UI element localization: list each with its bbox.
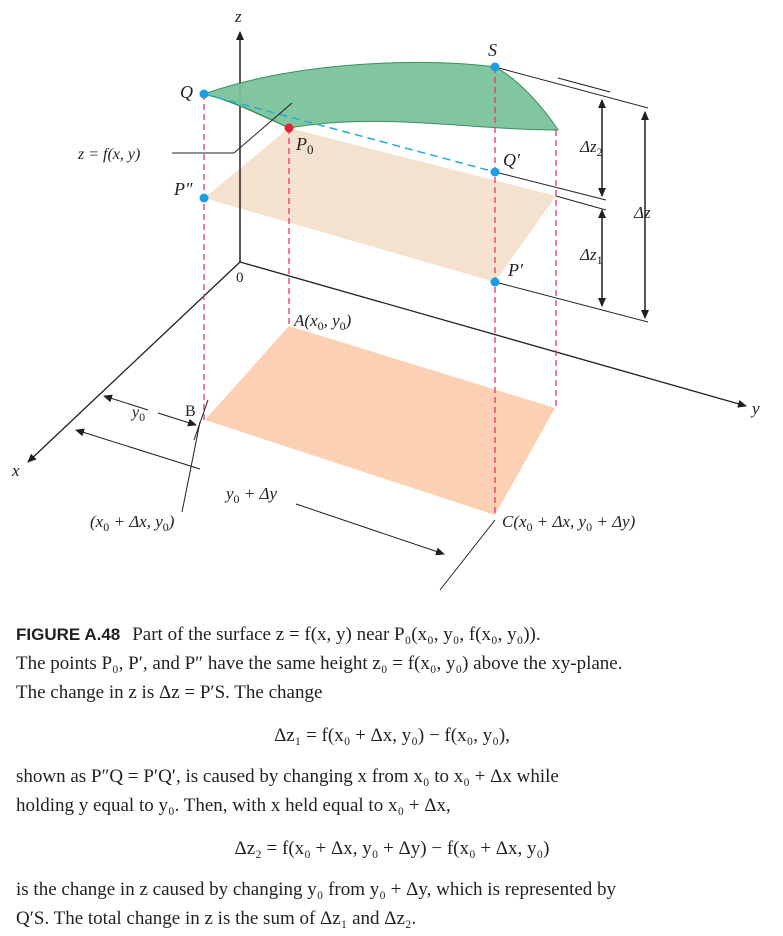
label-Pprime: P′ [508,260,523,280]
label-Q: Q [180,82,193,102]
ref-line-top [558,78,610,92]
label-Pdouble: P″ [174,179,193,199]
figure-label: FIGURE A.48 [16,625,121,644]
label-Qprime: Q′ [503,150,520,170]
label-y0: $y_0$ [132,404,146,424]
surface-patch [204,62,558,130]
label-A: $A(x_0$, $y_0$) [294,311,352,333]
y0-dimension [104,396,148,410]
y-axis-label: y [752,399,760,418]
leader-x0dx [182,422,200,512]
label-dz: Δz [634,203,651,222]
ref-line-P [495,282,648,322]
point-S [491,63,500,72]
caption-line-5: holding y equal to y₀. Then, with x held equal to x₀ + Δx, [16,795,451,816]
label-C: $C(x_0 + \Delta x$, $y_0 + \Delta y$) [502,512,636,534]
label-B: B [185,403,196,420]
equation-dz2: Δz₂ = f(x₀ + Δx, y₀ + Δy) − f(x₀ + Δx, y₀) [234,838,550,859]
label-dz2: $\Delta z_2$ [580,137,603,159]
equation-dz1: Δz₁ = f(x₀ + Δx, y₀) − f(x₀, y₀), [274,725,510,746]
caption-line-6: is the change in z caused by changing y₀ from y₀ + Δy, which is represented by [16,879,617,900]
caption-line-3: The change in z is Δz = P′S. The change [16,682,323,703]
label-y0dy: $y_0 + \Delta y$ [226,484,278,506]
label-S: S [488,40,497,60]
figure-caption [16,620,768,933]
caption-line-2: The points P₀, P′, and P″ have the same height z₀ = f(x₀, y₀) above the xy-plane. [16,653,623,674]
label-dz1: $\Delta z_1$ [580,245,603,267]
caption-line-7: Q′S. The total change in z is the sum of Δz₁ and Δz₂. [16,908,417,929]
point-Q [200,90,209,99]
x-axis-label: x [12,461,20,480]
caption-line-4: shown as P″Q = P′Q′, is caused by changing x from x₀ to x₀ + Δx while [16,766,559,787]
tick-right [440,520,495,590]
point-Pdouble [200,194,209,203]
point-Qprime [491,168,500,177]
label-P0: $P_0$ [296,134,314,157]
point-P0 [285,124,294,133]
surface-label: z = f(x, y) [78,146,141,163]
y0dy-dimension-right [296,504,444,554]
x-axis [28,262,240,462]
caption-line-1: FIGURE A.48 Part of the surface z = f(x, y) near P₀(x₀, y₀, f(x₀, y₀)). [16,624,541,645]
point-Pprime [491,278,500,287]
y0dy-dimension-left [76,430,200,469]
origin-label: 0 [236,270,244,286]
z-axis-label: z [235,7,242,26]
label-x0dx: ($x_0 + \Delta x$, $y_0$) [90,512,175,534]
